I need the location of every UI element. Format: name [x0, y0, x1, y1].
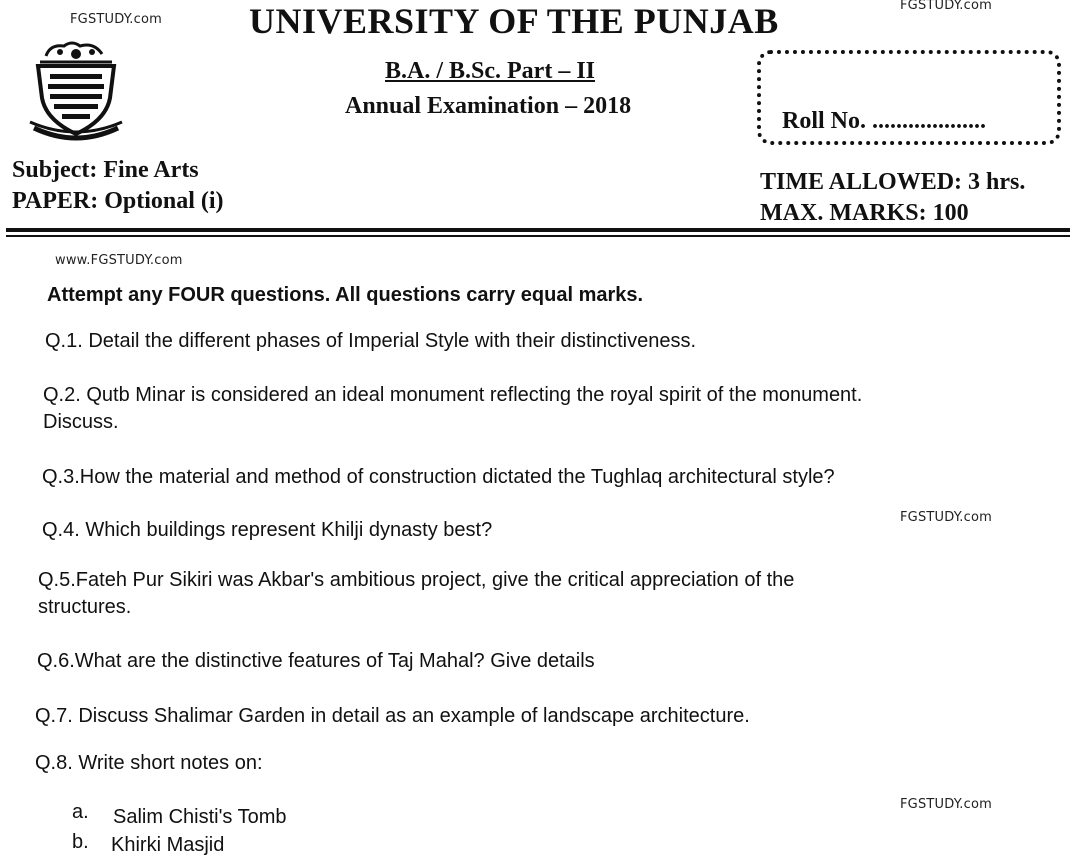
question-1: Q.1. Detail the different phases of Imperial Style with their distinctiveness.	[45, 330, 697, 352]
question-7: Q.7. Discuss Shalimar Garden in detail as an example of landscape architecture.	[35, 705, 750, 727]
instructions: Attempt any FOUR questions. All questions carry equal marks.	[47, 284, 644, 306]
watermark-top-left: FGSTUDY.com	[70, 12, 162, 27]
paper-label: PAPER: Optional (i)	[12, 188, 224, 214]
max-marks: MAX. MARKS: 100	[760, 200, 969, 226]
subject-label: Subject: Fine Arts	[12, 157, 199, 183]
question-2-line-2: Discuss.	[43, 411, 119, 433]
question-3: Q.3.How the material and method of construction dictated the Tughlaq architectural style?	[42, 466, 835, 488]
watermark-top-right: FGSTUDY.com	[900, 0, 992, 13]
header-rule-thick	[6, 228, 1070, 232]
question-5-line-2: structures.	[38, 596, 132, 618]
note-a: Salim Chisti's Tomb	[113, 806, 287, 828]
university-title: UNIVERSITY OF THE PUNJAB	[249, 1, 779, 41]
note-b-marker: b.	[72, 831, 89, 853]
roll-number-label: Roll No. ...................	[782, 108, 986, 134]
question-2-line-1: Q.2. Qutb Minar is considered an ideal monument reflecting the royal spirit of the monument.	[43, 384, 863, 406]
question-6: Q.6.What are the distinctive features of Taj Mahal? Give details	[37, 650, 595, 672]
exam-name: Annual Examination – 2018	[345, 93, 632, 119]
time-allowed: TIME ALLOWED: 3 hrs.	[760, 169, 1026, 195]
watermark-mid-right: FGSTUDY.com	[900, 510, 992, 525]
university-crest-logo	[20, 38, 132, 144]
header-rule-thin	[6, 235, 1070, 237]
question-4: Q.4. Which buildings represent Khilji dynasty best?	[42, 519, 493, 541]
note-b: Khirki Masjid	[111, 834, 225, 856]
program-name: B.A. / B.Sc. Part – II	[385, 58, 595, 84]
watermark-bottom-right: FGSTUDY.com	[900, 797, 992, 812]
question-8: Q.8. Write short notes on:	[35, 752, 263, 774]
watermark-below-rule: www.FGSTUDY.com	[55, 253, 183, 268]
question-5-line-1: Q.5.Fateh Pur Sikiri was Akbar's ambitious project, give the critical appreciation of the	[38, 569, 795, 591]
note-a-marker: a.	[72, 801, 89, 823]
